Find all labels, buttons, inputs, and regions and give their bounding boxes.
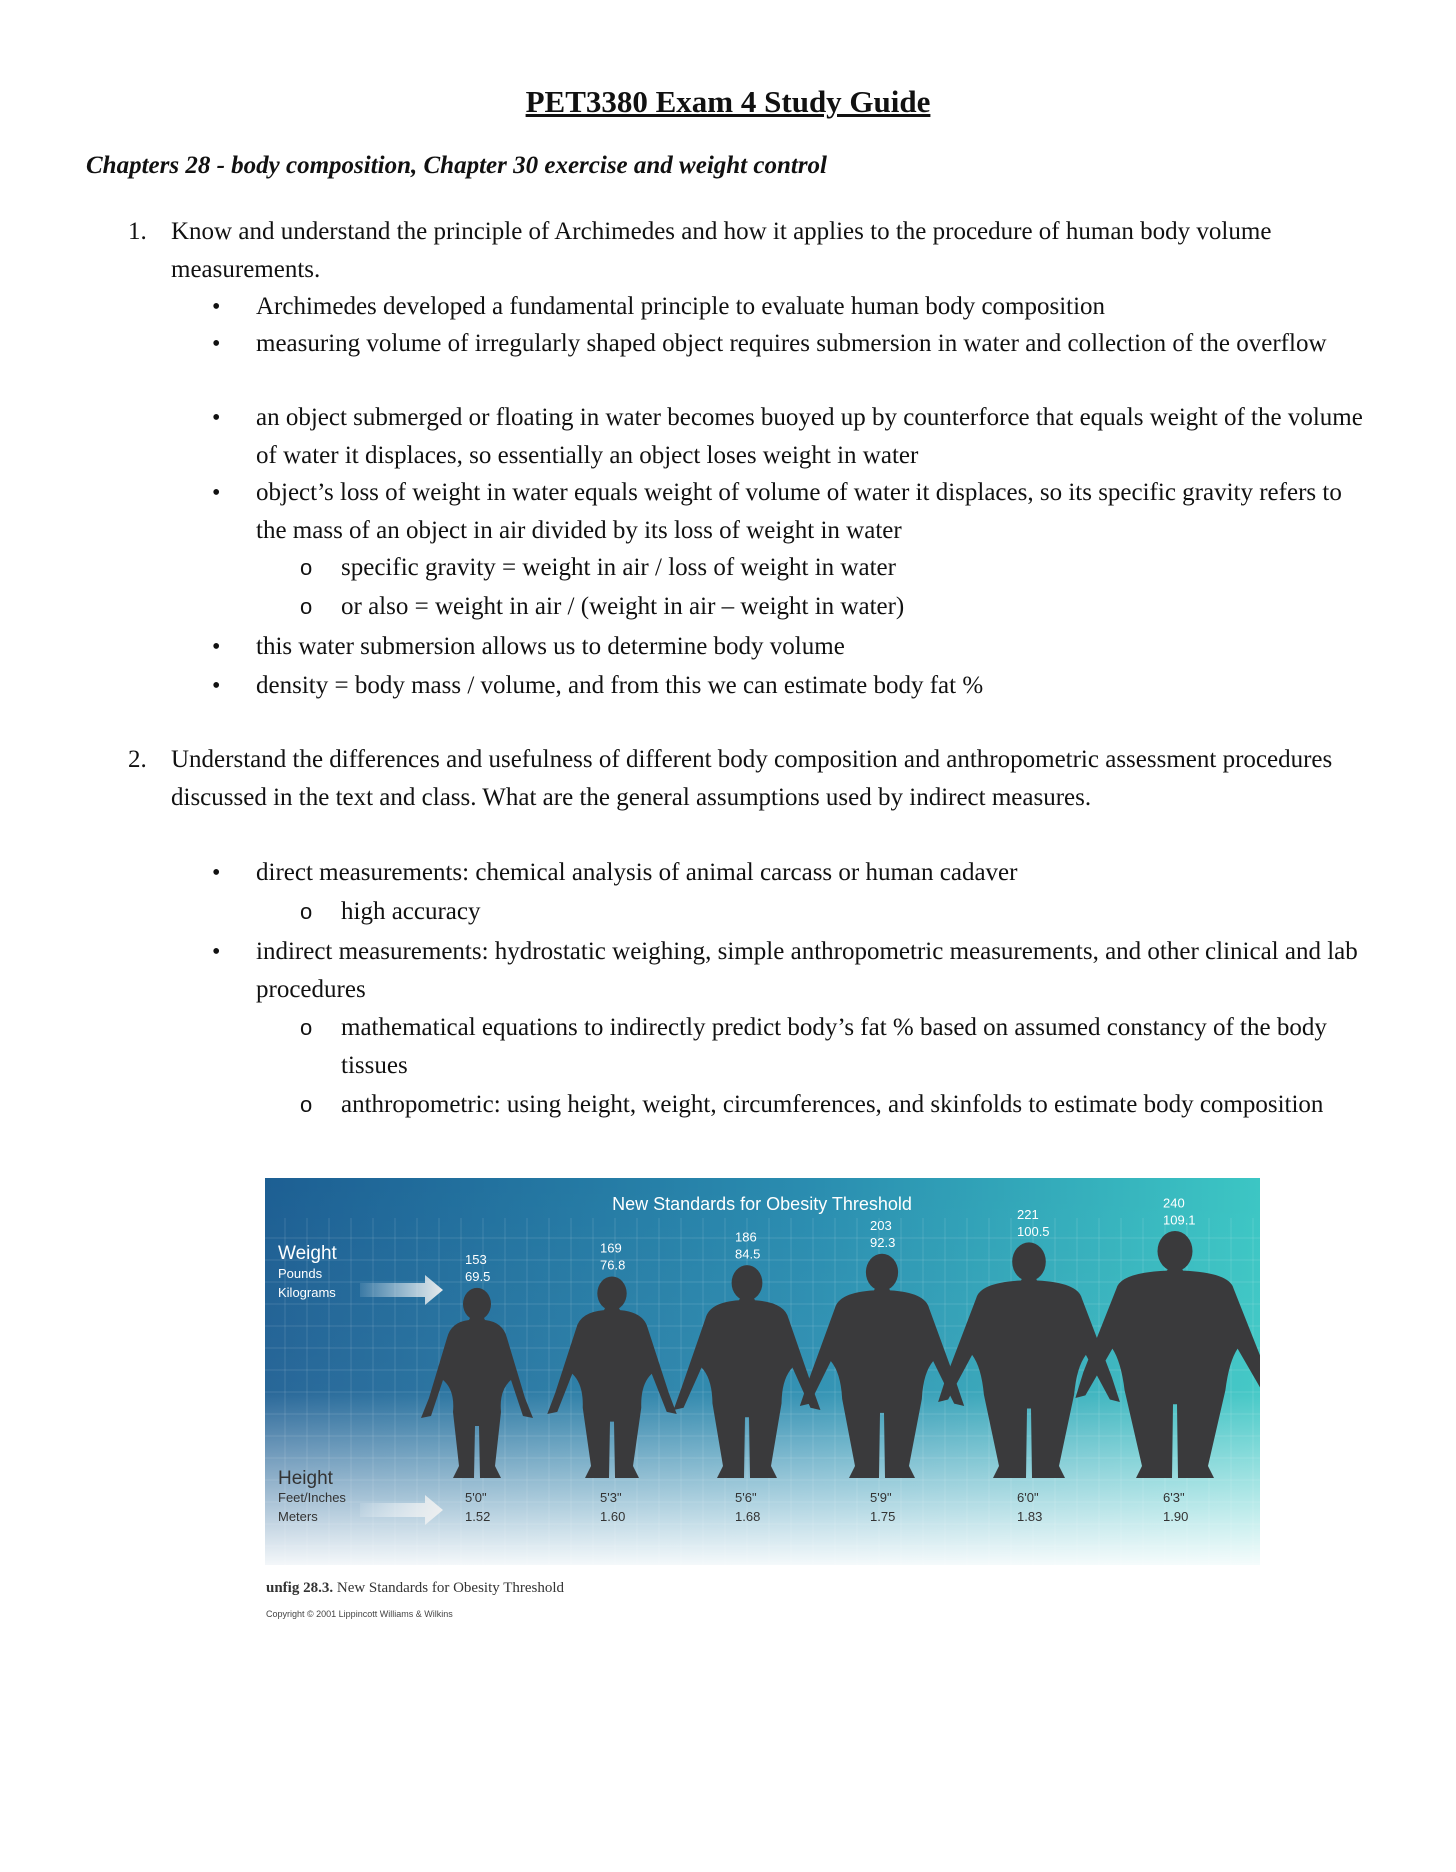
bullet-text: this water submersion allows us to determine body volume (256, 633, 845, 660)
height-feet-value: 5'0" (465, 1490, 487, 1505)
weight-kilograms-value: 69.5 (465, 1269, 491, 1284)
bullet-text: measuring volume of irregularly shaped object requires submersion in water and collection of the overflow (256, 330, 1327, 357)
bullet-icon: • (212, 405, 221, 431)
sub-bullet-text: specific gravity = weight in air / loss of weight in water (341, 554, 896, 581)
bullet-text: Archimedes developed a fundamental principle to evaluate human body composition (256, 293, 1106, 320)
weight-pounds-value: 153 (465, 1252, 487, 1267)
weight-kilograms-value: 92.3 (870, 1235, 896, 1251)
sub-bullet-icon: o (300, 594, 313, 619)
height-feet-value: 5'3" (600, 1490, 622, 1505)
height-meters-value: 1.83 (1017, 1509, 1043, 1524)
sub-bullet-text: high accuracy (341, 898, 481, 925)
weight-kilograms-value: 84.5 (735, 1246, 761, 1262)
weight-pounds-value: 186 (735, 1229, 757, 1245)
figure-graphic (265, 1178, 1260, 1565)
weight-pounds-value: 169 (600, 1240, 622, 1256)
question-text: Know and understand the principle of Archimedes and how it applies to the procedure of human body volume measurements. (171, 218, 1272, 283)
weight-kilograms-value: 109.1 (1163, 1212, 1196, 1228)
weight-pounds-value: 203 (870, 1218, 892, 1234)
bullet-icon: • (212, 673, 221, 699)
sub-bullet-text: anthropometric: using height, weight, circumferences, and skinfolds to estimate body composition (341, 1091, 1324, 1118)
height-feet-value: 5'6" (735, 1490, 757, 1505)
person-head (463, 1288, 491, 1320)
bullet-icon: • (212, 939, 221, 965)
bullet-text: object’s loss of weight in water equals weight of volume of water it displaces, so its specific gravity refers to the mass of an object in air divided by its loss of weight in water (256, 479, 1342, 544)
question-text: Understand the differences and usefulness of different body composition and anthropometric assessment procedures discussed in the text and class. What are the general assumptions used by indirect measures. (171, 746, 1333, 811)
bullet-icon: • (212, 294, 221, 320)
person-head (1158, 1231, 1193, 1271)
height-unit-meters: Meters (278, 1509, 318, 1524)
weight-unit-kilograms: Kilograms (278, 1285, 336, 1300)
copyright-notice: Copyright © 2001 Lippincott Williams & Wilkins (266, 1609, 453, 1619)
height-meters-value: 1.60 (600, 1509, 626, 1524)
figure-caption (266, 1580, 564, 1597)
weight-kilograms-value: 76.8 (600, 1257, 626, 1273)
sub-bullet-icon: o (300, 1015, 313, 1040)
sub-bullet-icon: o (300, 899, 313, 924)
bullet-icon: • (212, 860, 221, 886)
question-number: 1. (128, 218, 147, 245)
sub-bullet-icon: o (300, 555, 313, 580)
height-feet-value: 5'9" (870, 1490, 892, 1505)
weight-unit-pounds: Pounds (278, 1266, 323, 1281)
weight-pounds-value: 221 (1017, 1206, 1039, 1222)
bullet-text: density = body mass / volume, and from this we can estimate body fat % (256, 672, 984, 699)
height-meters-value: 1.68 (735, 1509, 761, 1524)
height-feet-value: 6'0" (1017, 1490, 1039, 1505)
chapters-subtitle: Chapters 28 - body composition, Chapter 30 exercise and weight control (86, 152, 827, 179)
question-number: 2. (128, 746, 147, 773)
figure-title: New Standards for Obesity Threshold (612, 1194, 912, 1214)
height-meters-value: 1.90 (1163, 1509, 1189, 1524)
caption-text: New Standards for Obesity Threshold (336, 1580, 565, 1596)
weight-kilograms-value: 100.5 (1017, 1223, 1050, 1239)
person-head (1012, 1242, 1046, 1281)
bullet-icon: • (212, 331, 221, 357)
sub-bullet-text: or also = weight in air / (weight in air – weight in water) (341, 593, 905, 620)
height-unit-feet: Feet/Inches (278, 1490, 346, 1505)
page-title: PET3380 Exam 4 Study Guide (525, 84, 931, 119)
height-label: Height (278, 1468, 333, 1489)
height-meters-value: 1.52 (465, 1509, 491, 1524)
obesity-threshold-figure (265, 1178, 1260, 1565)
caption-label: unfig 28.3. (266, 1580, 334, 1596)
height-meters-value: 1.75 (870, 1509, 896, 1524)
weight-pounds-value: 240 (1163, 1195, 1185, 1211)
bullet-icon: • (212, 634, 221, 660)
bullet-text: direct measurements: chemical analysis of animal carcass or human cadaver (256, 859, 1018, 886)
sub-bullet-text: mathematical equations to indirectly predict body’s fat % based on assumed constancy of the body tissues (341, 1014, 1327, 1079)
person-head (597, 1277, 626, 1311)
height-feet-value: 6'3" (1163, 1490, 1185, 1505)
sub-bullet-icon: o (300, 1092, 313, 1117)
bullet-text: an object submerged or floating in water becomes buoyed up by counterforce that equals weight of the volume of water it displaces, so essentially an object loses weight in water (256, 404, 1363, 469)
person-head (866, 1254, 898, 1291)
person-head (732, 1265, 763, 1300)
bullet-text: indirect measurements: hydrostatic weighing, simple anthropometric measurements, and other clinical and lab procedures (256, 938, 1358, 1003)
weight-label: Weight (278, 1243, 337, 1264)
bullet-icon: • (212, 480, 221, 506)
